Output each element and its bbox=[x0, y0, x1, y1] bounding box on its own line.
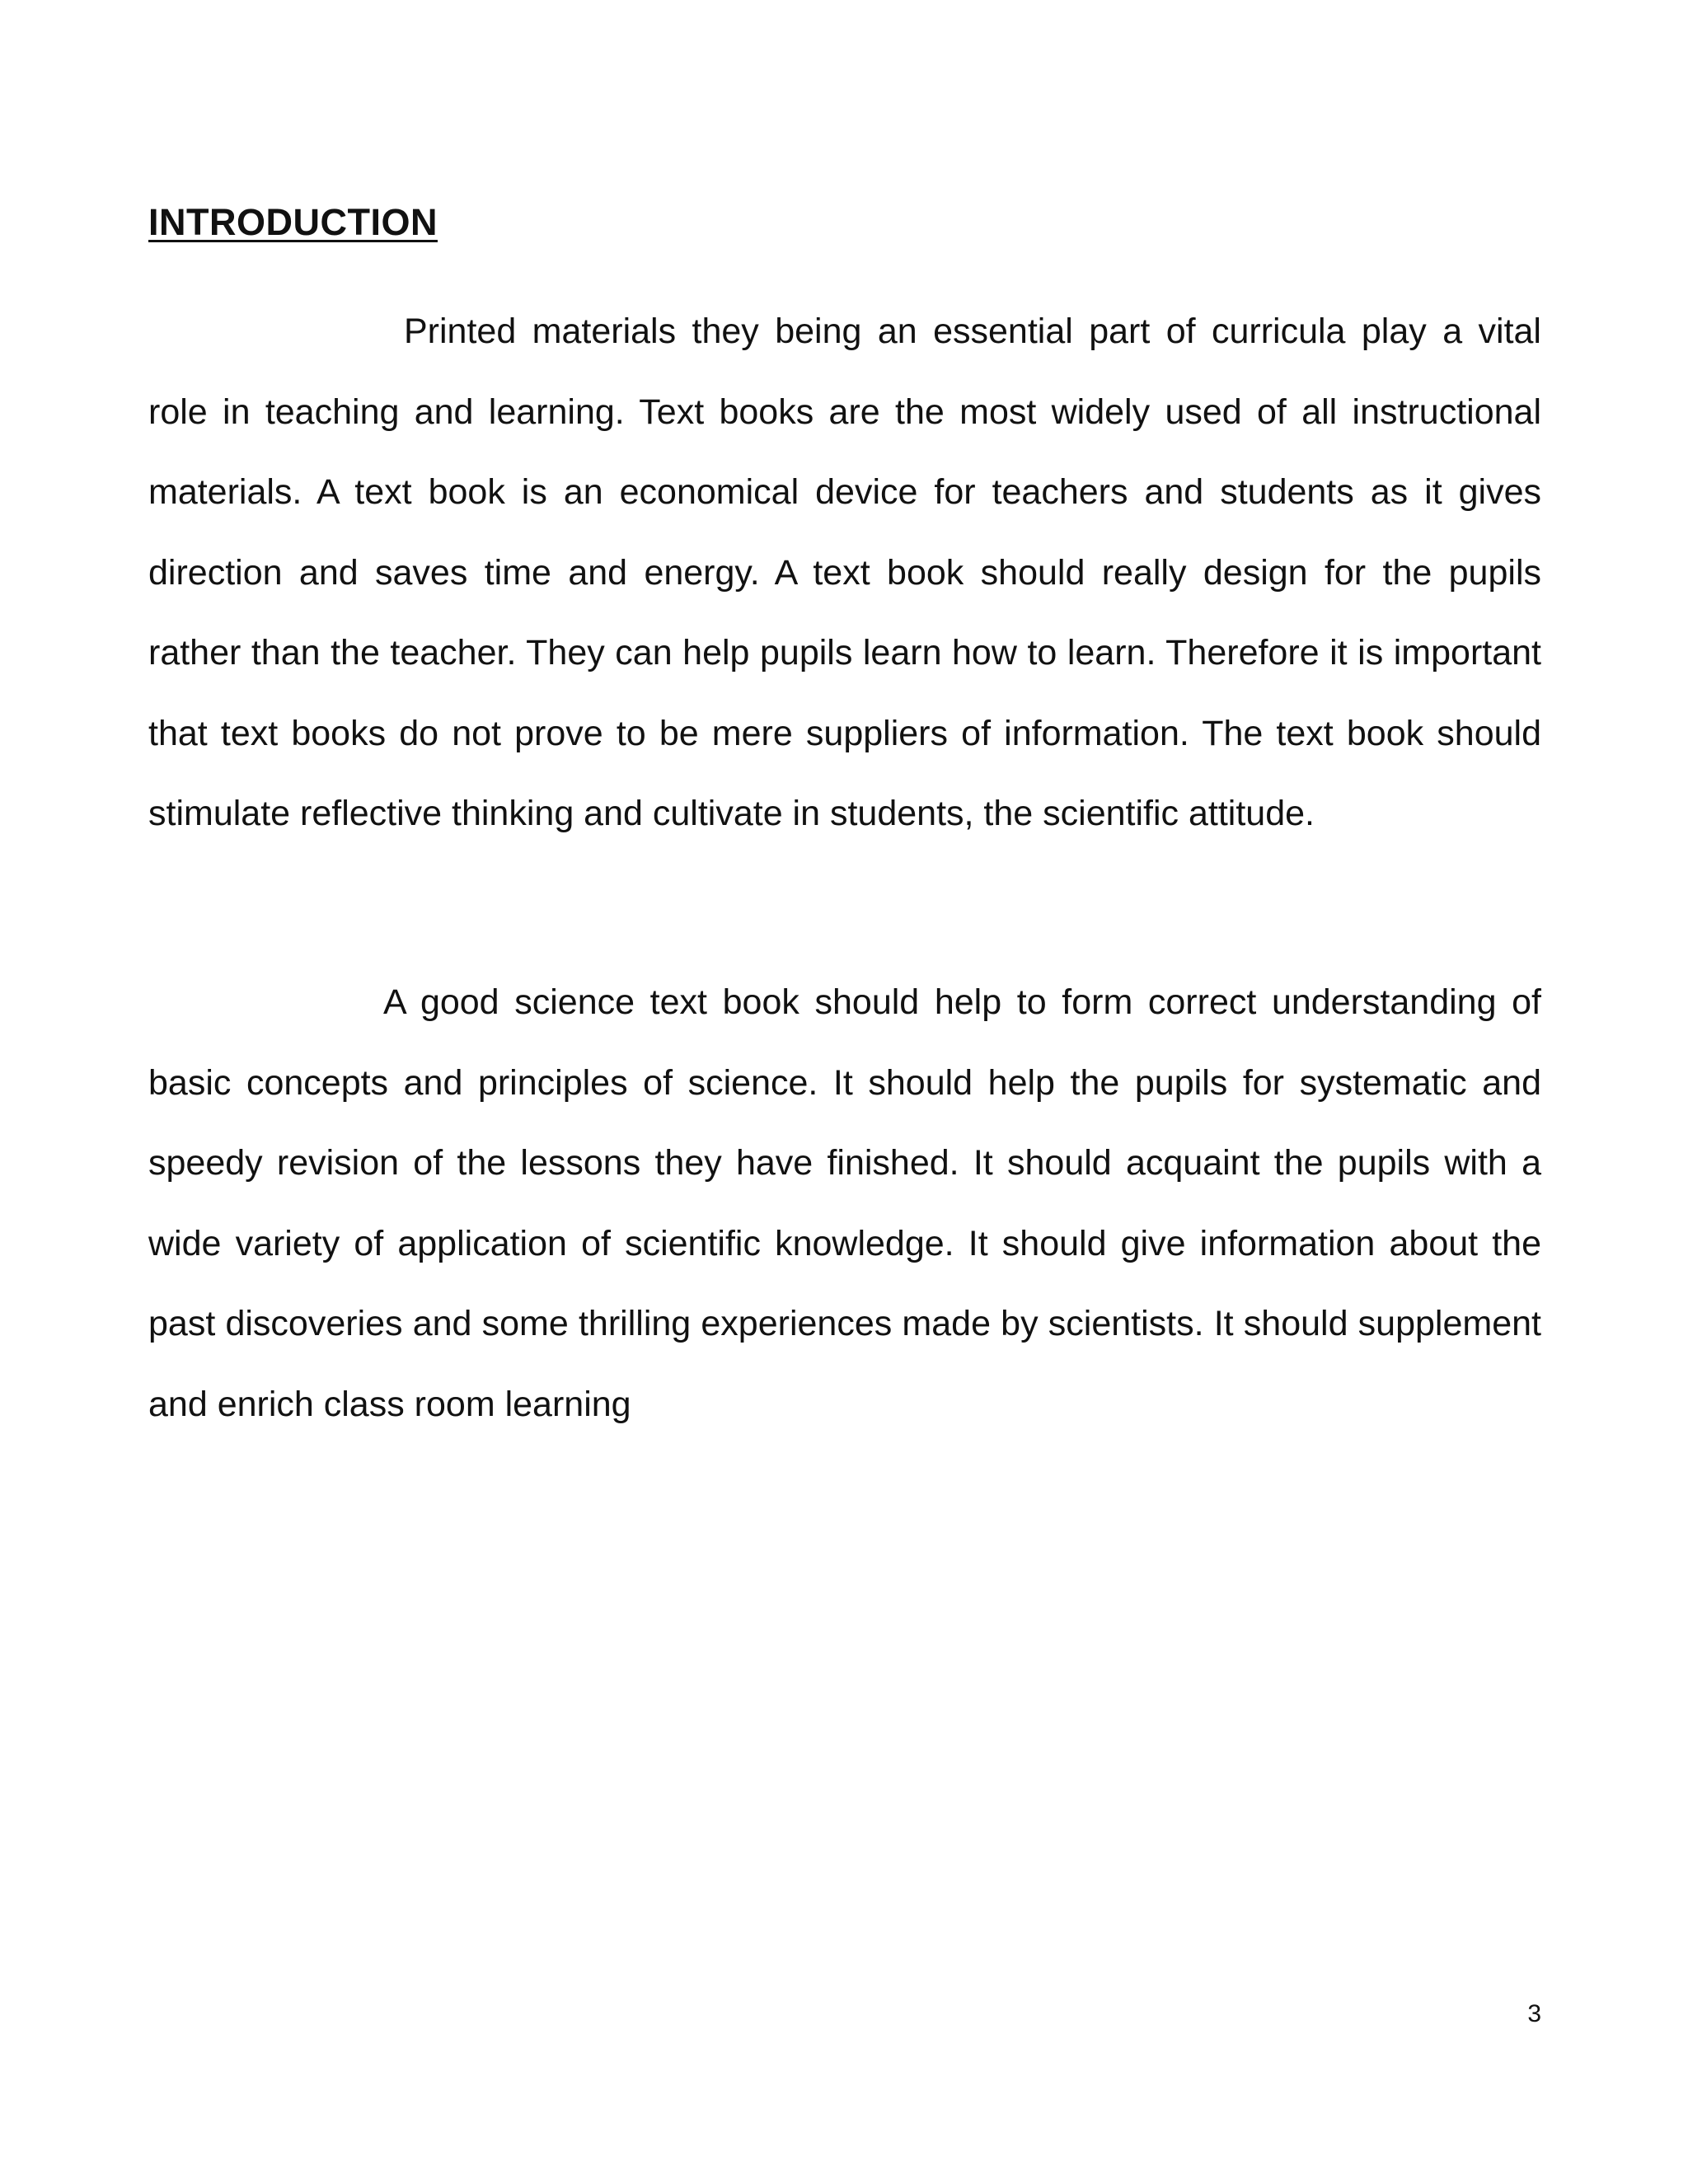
paragraph-textbooks-role: Printed materials they being an essential part of curricula play a vital role in teaching and learning. Text books are the most widely used of all instructional materials. A text book is an economical device for teachers and students as it gives direction and saves time and energy. A text book should really design for the pupils rather than the teacher. They can help pupils learn how to learn. Therefore it is important that text books do not prove to be mere suppliers of information. The text book should stimulate reflective thinking and cultivate in students, the scientific attitude. bbox=[148, 312, 1541, 833]
section-heading: INTRODUCTION bbox=[148, 201, 438, 243]
paragraph-good-science-textbook: A good science text book should help to form correct understanding of basic concepts and principles of science. It should help the pupils for systematic and speedy revision of the lessons they have finished. It should acquaint the pupils with a wide variety of application of scientific knowledge. It should give information about the past discoveries and some thrilling experiences made by scientists. It should supplement and enrich class room learning bbox=[148, 982, 1541, 1424]
page-number: 3 bbox=[1527, 2000, 1541, 2027]
